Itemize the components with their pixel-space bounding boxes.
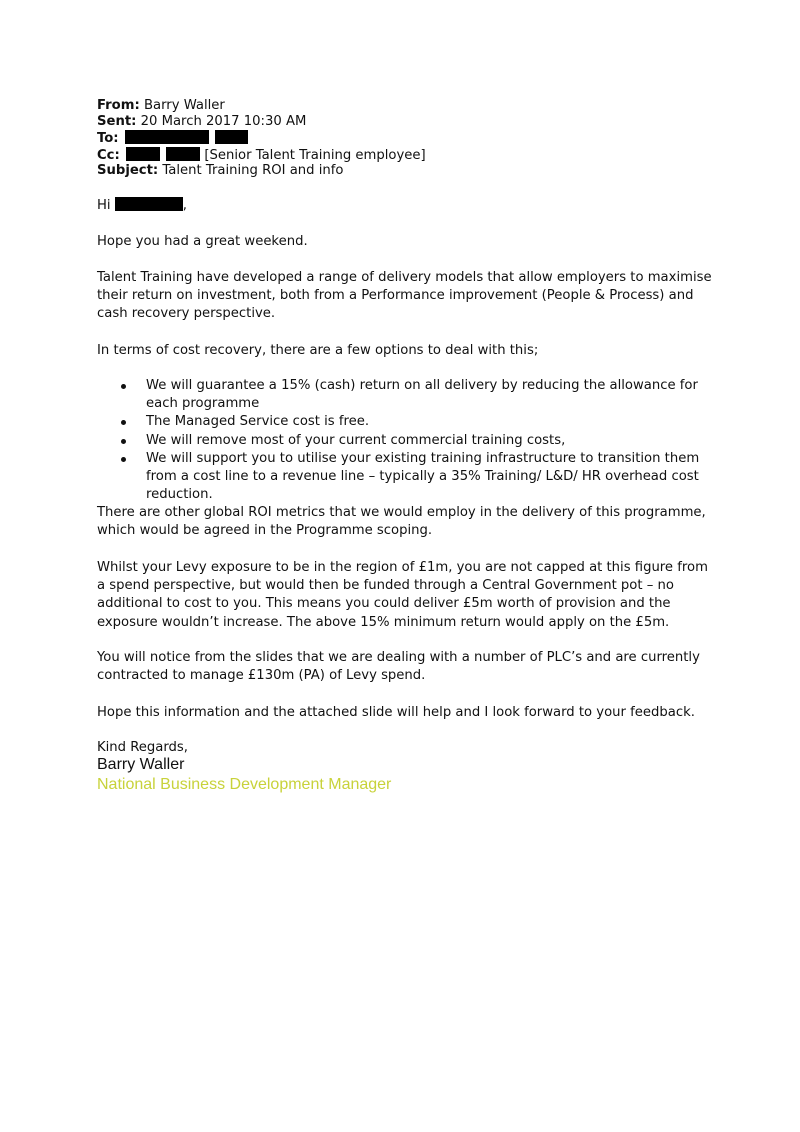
paragraph-roi-metrics: There are other global ROI metrics that we would employ in the delivery of this programme, which would be agreed in the Programme scoping. xyxy=(97,505,706,539)
closing: Kind Regards, xyxy=(97,740,188,755)
paragraph-greeting: Hope you had a great weekend. xyxy=(97,234,308,249)
paragraph-levy-exposure: Whilst your Levy exposure to be in the region of £1m, you are not capped at this figure from a spend perspective, but would then be funded through a Central Government pot – no additional to cost to you. This means you could deliver £5m worth of provision and the exposure wouldn’t increase. The above 15% minimum return would apply on the £5m. xyxy=(97,560,708,630)
list-item-text: We will remove most of your current commercial training costs, xyxy=(146,432,566,448)
from-label: From: xyxy=(97,98,140,113)
redaction-recipient-name xyxy=(115,197,183,211)
sent-line xyxy=(97,114,717,130)
email-header xyxy=(97,98,717,179)
signature-name: Barry Waller xyxy=(97,756,185,773)
sent-value: 20 March 2017 10:30 AM xyxy=(140,114,307,130)
subject-line xyxy=(97,163,717,179)
bullet-icon xyxy=(121,457,126,462)
from-line xyxy=(97,98,717,114)
subject-label: Subject: xyxy=(97,162,159,178)
bullet-icon xyxy=(121,439,126,444)
to-label: To: xyxy=(97,131,119,147)
bullet-icon xyxy=(121,384,126,389)
paragraph-delivery-models: Talent Training have developed a range of delivery models that allow employers to maximise their return on investment, both from a Performance improvement (People & Process) and cash recovery perspective. xyxy=(97,270,712,322)
list-item-text: We will guarantee a 15% (cash) return on all delivery by reducing the allowance for each programme xyxy=(146,378,698,412)
redaction-cc-name xyxy=(126,147,160,161)
list-item xyxy=(97,432,712,450)
greeting-suffix: , xyxy=(182,198,187,213)
signature-title: National Business Development Manager xyxy=(97,776,392,793)
list-item-text: The Managed Service cost is free. xyxy=(146,414,370,430)
list-item xyxy=(97,377,712,413)
list-item xyxy=(97,413,712,431)
list-item-text: We will support you to utilise your existing training infrastructure to transition them from a cost line to a revenue line – typically a 35% Training/ L&D/ HR overhead cost reduction. xyxy=(146,450,700,503)
cost-recovery-options xyxy=(97,377,712,504)
from-value: Barry Waller xyxy=(143,98,225,113)
cc-line xyxy=(97,147,717,163)
sent-label: Sent: xyxy=(97,114,137,130)
cc-label: Cc: xyxy=(97,147,120,163)
list-item xyxy=(97,450,712,505)
to-line xyxy=(97,130,717,146)
subject-value: Talent Training ROI and info xyxy=(162,162,344,178)
bullet-icon xyxy=(121,420,126,425)
cc-note: [Senior Talent Training employee] xyxy=(204,147,426,163)
paragraph-cost-recovery: In terms of cost recovery, there are a few options to deal with this; xyxy=(97,343,539,358)
redaction-cc-surname xyxy=(166,147,200,161)
redaction-to-surname xyxy=(215,130,248,144)
greeting xyxy=(97,197,712,215)
redaction-to-name xyxy=(125,130,209,144)
paragraph-plc-contracts: You will notice from the slides that we are dealing with a number of PLC’s and are currently contracted to manage £130m (PA) of Levy spend. xyxy=(97,650,700,684)
greeting-prefix: Hi xyxy=(97,198,111,213)
paragraph-feedback: Hope this information and the attached slide will help and I look forward to your feedback. xyxy=(97,705,695,720)
